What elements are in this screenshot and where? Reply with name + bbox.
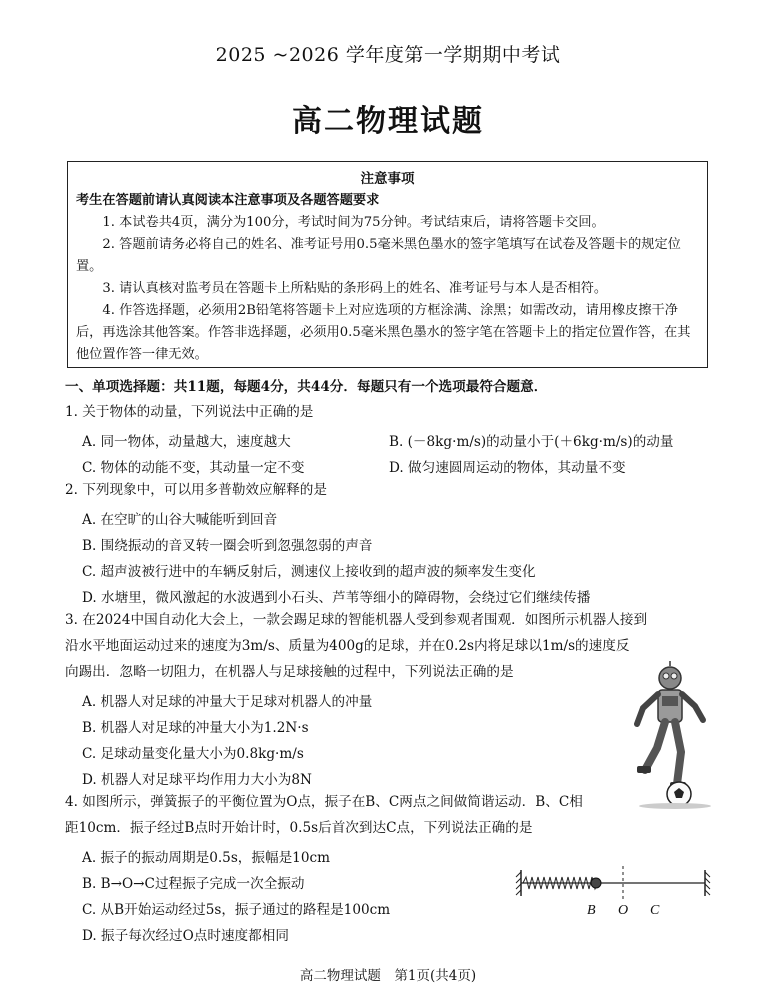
option-b: B. (－8kg·m/s)的动量小于(＋6kg·m/s)的动量 <box>389 434 674 450</box>
option-b: B. 围绕振动的音叉转一圈会听到忽强忽弱的声音 <box>82 538 373 554</box>
notice-item: 2. 答题前请务必将自己的姓名、准考证号用0.5毫米黑色墨水的签字笔填写在试卷及答题卡的规定位置。 <box>76 237 681 274</box>
option-d: D. 机器人对足球平均作用力大小为8N <box>82 772 312 788</box>
option-c: C. 足球动量变化量大小为0.8kg·m/s <box>82 746 304 762</box>
notice-heading: 注意事项 <box>360 171 415 187</box>
question-stem: 2. 下列现象中，可以用多普勒效应解释的是 <box>65 482 327 498</box>
question-stem-line: 向踢出．忽略一切阻力，在机器人与足球接触的过程中，下列说法正确的是 <box>65 664 514 680</box>
option-b: B. B→O→C过程振子完成一次全振动 <box>82 876 305 892</box>
exam-title: 2025 ~2026 学年度第一学期期中考试 <box>215 44 561 66</box>
option-c: C. 从B开始运动经过5s，振子通过的路程是100cm <box>82 902 391 918</box>
option-a: A. 在空旷的山谷大喊能听到回音 <box>82 512 278 528</box>
spring-oscillator-figure <box>515 862 715 920</box>
notice-subheading: 考生在答题前请认真阅读本注意事项及各题答题要求 <box>76 193 380 208</box>
section-title: 一、单项选择题：共11题，每题4分，共44分．每题只有一个选项最符合题意． <box>65 379 548 395</box>
option-a: A. 振子的振动周期是0.5s，振幅是10cm <box>82 850 330 866</box>
option-c: C. 超声波被行进中的车辆反射后，测速仪上接收到的超声波的频率发生变化 <box>82 564 536 580</box>
question-stem-line: 沿水平地面运动过来的速度为3m/s、质量为400g的足球，并在0.2s内将足球以1m/s的速度反 <box>65 638 630 654</box>
point-b-label: B <box>587 903 596 918</box>
notice-item: 4. 作答选择题，必须用2B铅笔将答题卡上对应选项的方框涂满、涂黑；如需改动，请用橡皮擦干净后，再选涂其他答案。作答非选择题，必须用0.5毫米黑色墨水的签字笔在答题卡上的指定位置作答，在其他位置作答一律无效。 <box>76 303 691 362</box>
option-a: A. 同一物体，动量越大，速度越大 <box>82 434 291 450</box>
option-c: C. 物体的动能不变，其动量一定不变 <box>82 460 305 476</box>
question-stem-line: 3. 在2024中国自动化大会上，一款会踢足球的智能机器人受到参观者围观．如图所示机器人接到 <box>65 612 648 628</box>
notice-item: 3. 请认真核对监考员在答题卡上所粘贴的条形码上的姓名、准考证号与本人是否相符。 <box>102 281 608 296</box>
notice-box <box>67 161 708 368</box>
option-a: A. 机器人对足球的冲量大于足球对机器人的冲量 <box>82 694 373 710</box>
question-stem-line: 4. 如图所示，弹簧振子的平衡位置为O点，振子在B、C两点之间做简谐运动．B、C相 <box>65 794 583 810</box>
option-b: B. 机器人对足球的冲量大小为1.2N·s <box>82 720 309 736</box>
notice-item: 1. 本试卷共4页，满分为100分，考试时间为75分钟。考试结束后，请将答题卡交回。 <box>102 215 605 230</box>
robot-kicking-ball-figure <box>615 660 715 810</box>
point-o-label: O <box>618 903 629 918</box>
option-d: D. 做匀速圆周运动的物体，其动量不变 <box>389 460 626 476</box>
option-d: D. 水塘里，微风激起的水波遇到小石头、芦苇等细小的障碍物，会绕过它们继续传播 <box>82 590 591 606</box>
option-d: D. 振子每次经过O点时速度都相同 <box>82 928 289 944</box>
question-stem: 1. 关于物体的动量，下列说法中正确的是 <box>65 404 314 420</box>
page-footer: 高二物理试题 第1页(共4页) <box>299 968 477 984</box>
question-stem-line: 距10cm．振子经过B点时开始计时，0.5s后首次到达C点，下列说法正确的是 <box>65 820 533 836</box>
subject-title: 高二物理试题 <box>292 104 484 139</box>
point-c-label: C <box>650 903 660 918</box>
